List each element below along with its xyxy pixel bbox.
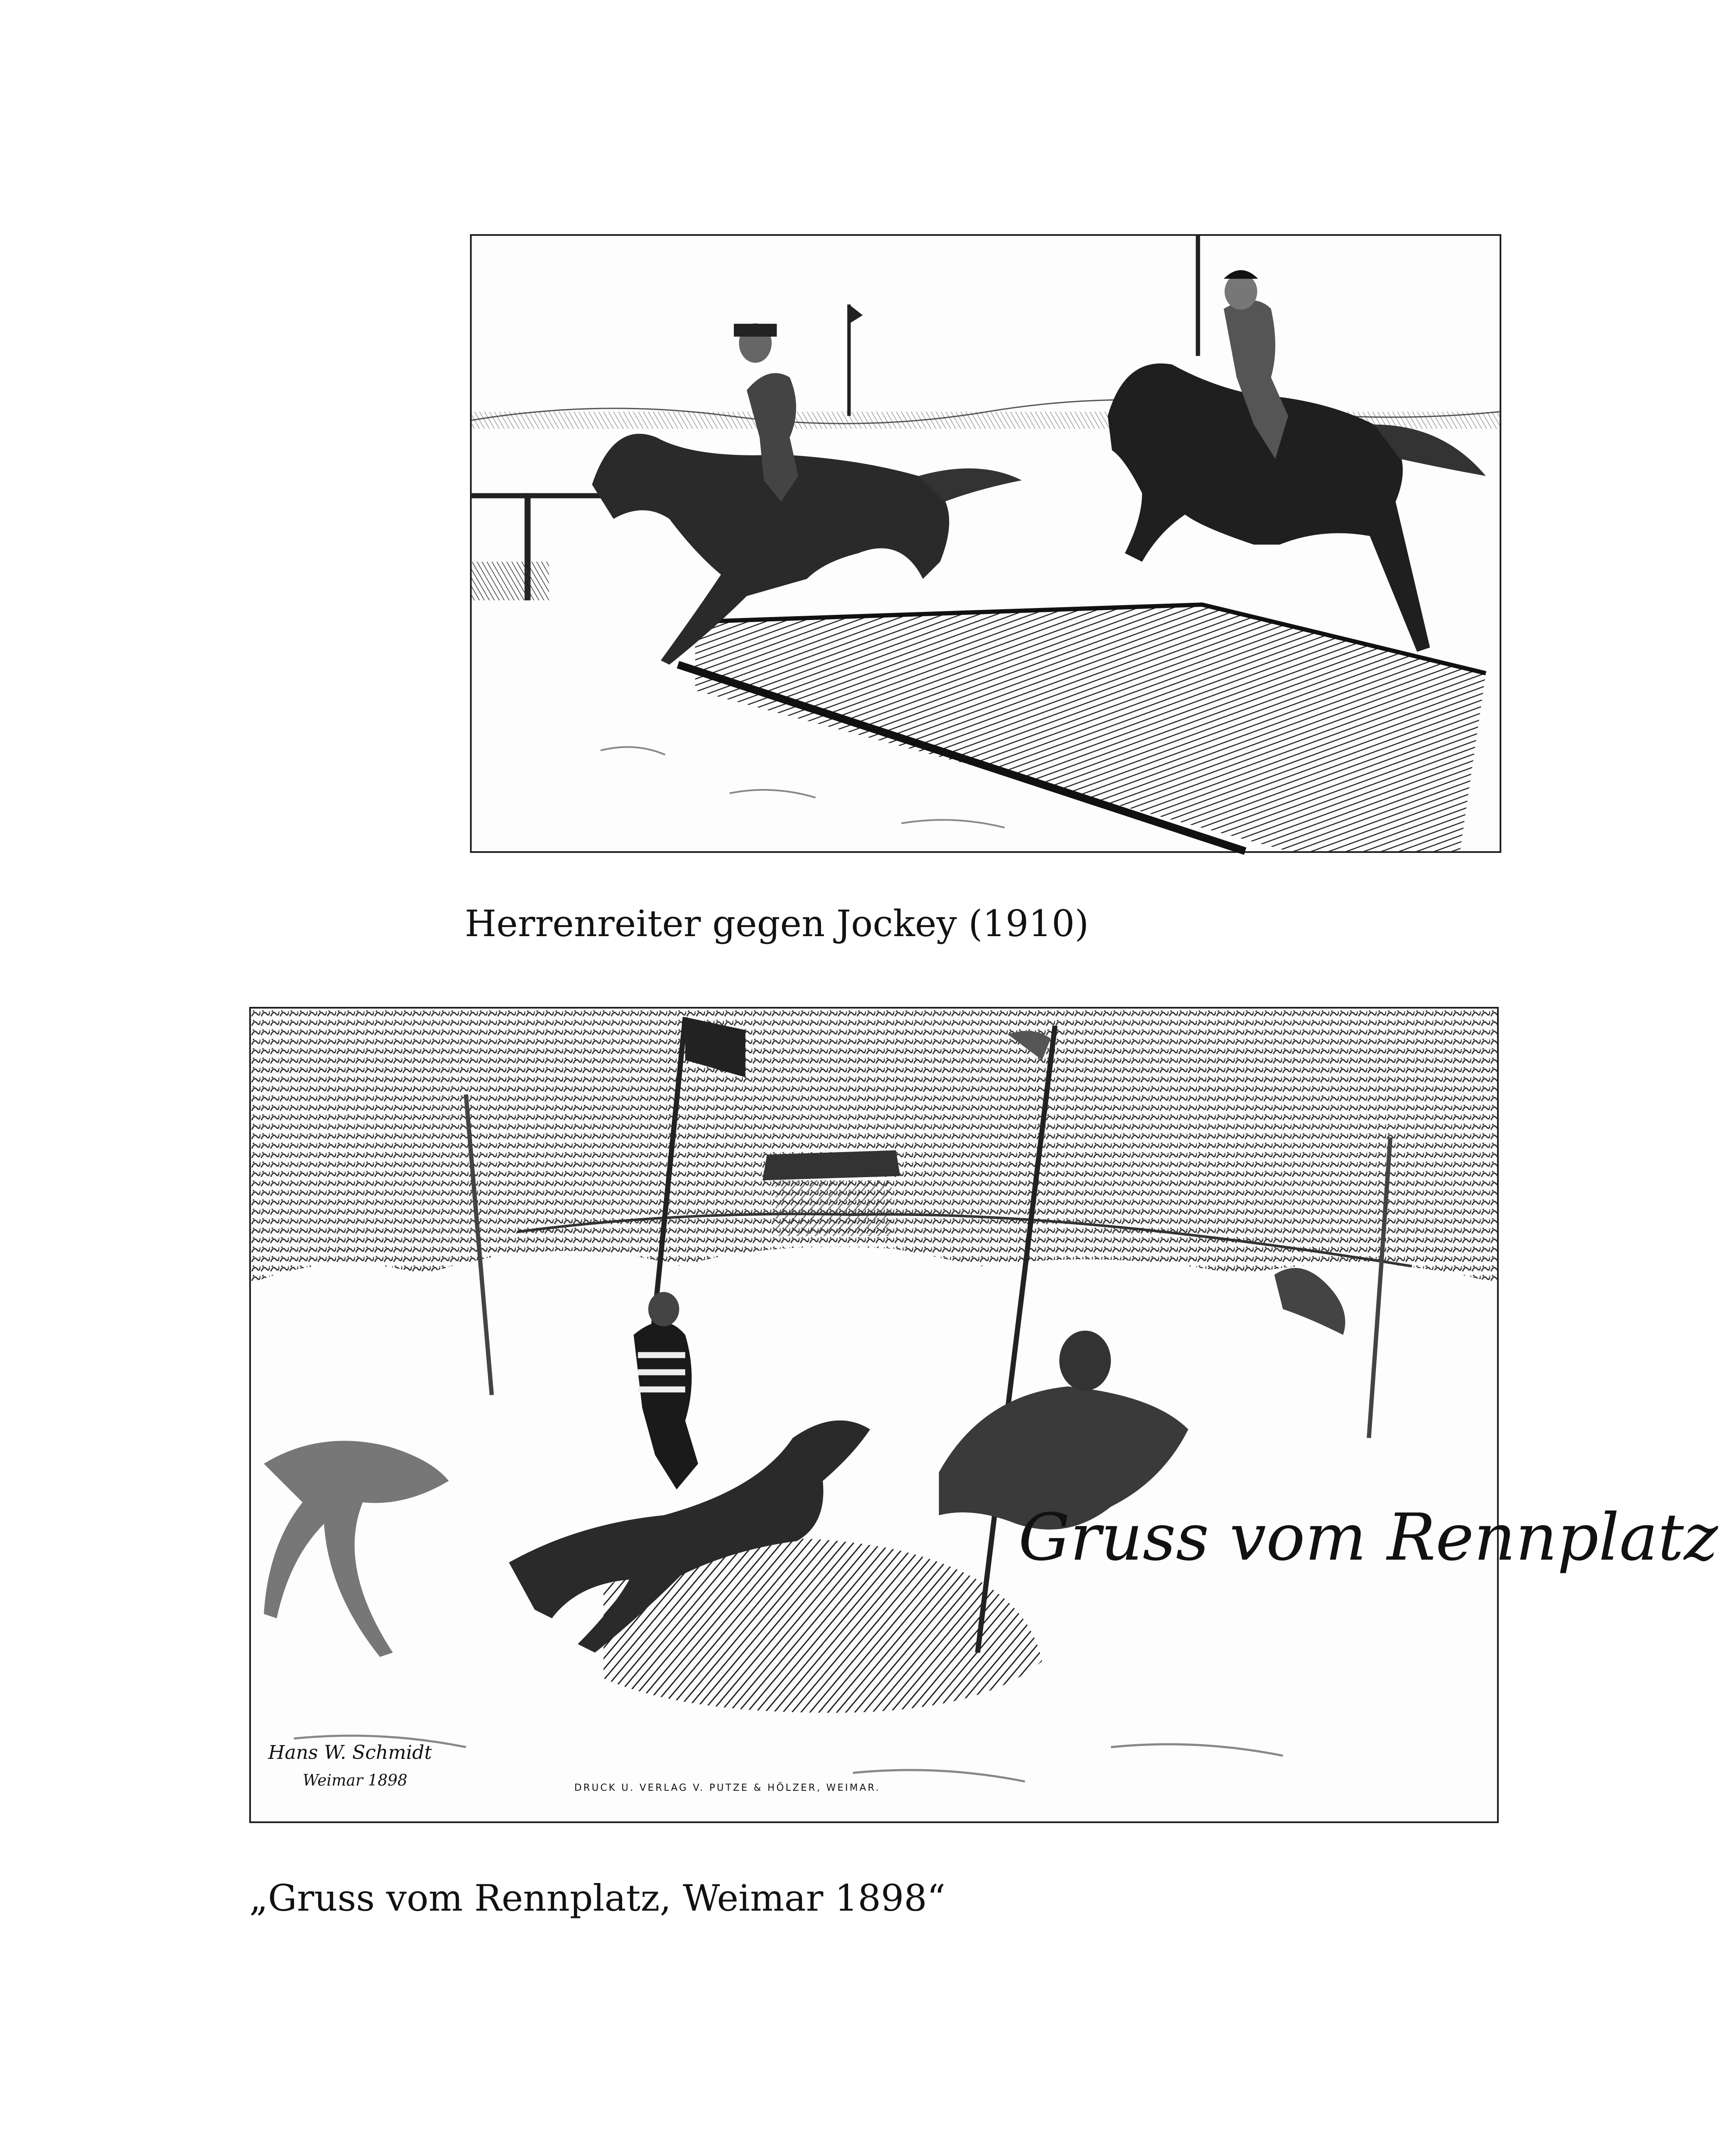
figure-postcard-image [249, 1007, 1718, 1823]
racecourse-postcard-engraving-icon [251, 1009, 1497, 1821]
figure-1-caption: Herrenreiter gegen Jockey (1910) [465, 903, 1089, 945]
postcard-printer-line: DRUCK U. VERLAG V. PUTZE & HÖLZER, WEIMAR. [574, 1783, 881, 1793]
artist-place-year: Weimar 1898 [303, 1772, 407, 1789]
figure-steeplechase-image [470, 234, 1501, 853]
artist-signature: Hans W. Schmidt [268, 1742, 432, 1764]
postcard-title: Gruss vom Rennplatz [1018, 1500, 1718, 1575]
steeplechase-engraving-icon [472, 236, 1500, 851]
figure-2-caption: „Gruss vom Rennplatz, Weimar 1898“ [249, 1877, 946, 1919]
